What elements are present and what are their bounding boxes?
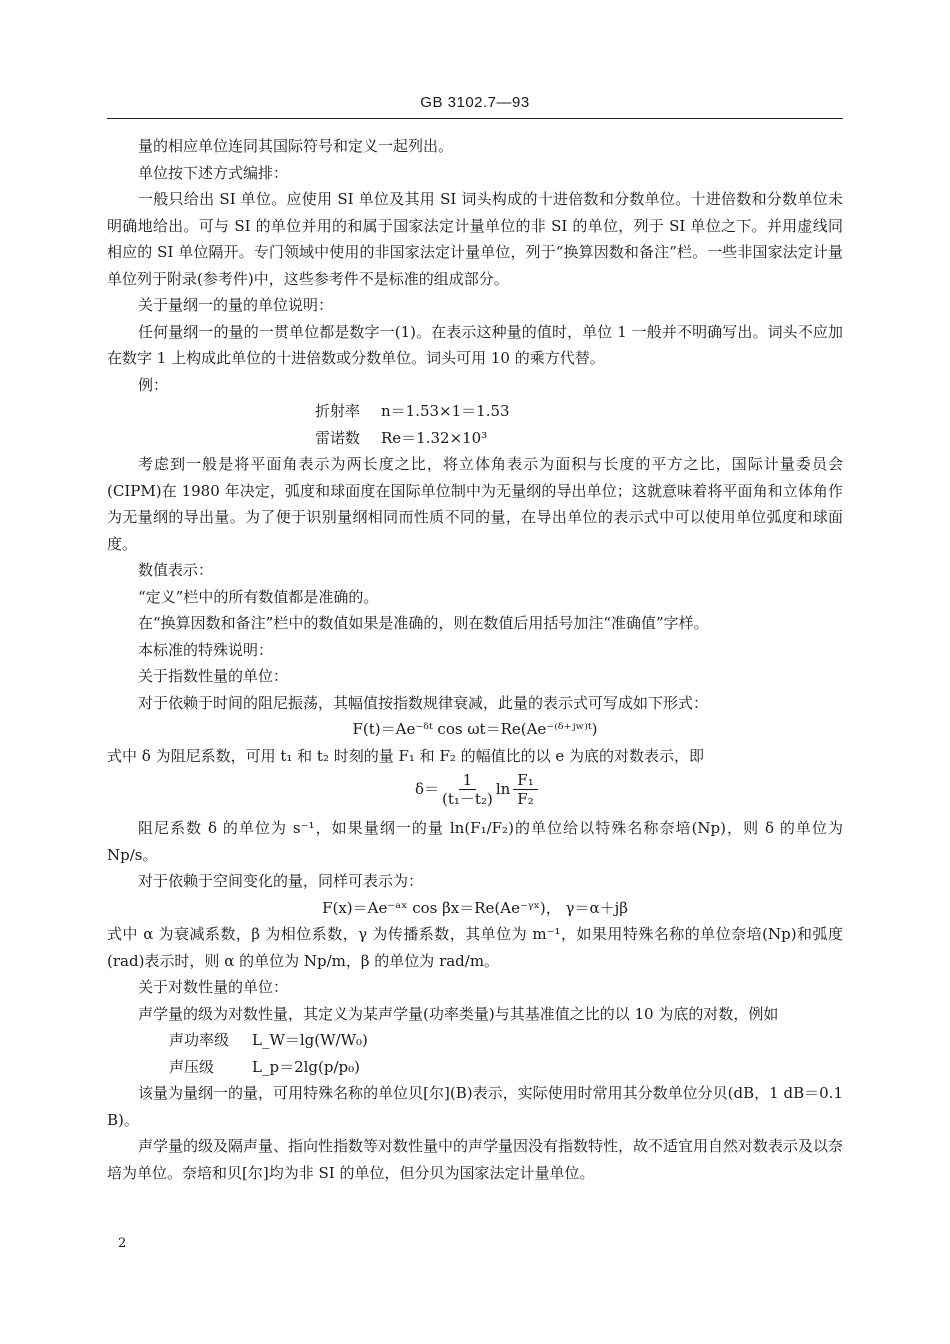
paragraph: 阻尼系数 δ 的单位为 s⁻¹，如果量纲一的量 ln(F₁/F₂)的单位给以特殊名称奈培(Np)，则 δ 的单位为 Np/s。 [107, 819, 843, 864]
paragraph: 声学量的级为对数性量，其定义为某声学量(功率类量)与其基准值之比的以 10 为底的对数，例如 [138, 1004, 779, 1023]
paragraph: 式中 δ 为阻尼系数，可用 t₁ 和 t₂ 时刻的量 F₁ 和 F₂ 的幅值比的以 e 为底的对数表示，即 [107, 746, 705, 765]
paragraph: 对于依赖于时间的阻尼振荡，其幅值按指数规律衰减，此量的表示式可写成如下形式： [138, 693, 709, 712]
document-body [107, 133, 843, 1186]
example-row [107, 425, 843, 452]
formula-ln: ln [495, 780, 511, 799]
level-formula: L_p＝2lg(p/p₀) [252, 1057, 360, 1076]
example-label: 雷诺数 [315, 428, 361, 447]
page-number: 2 [118, 1236, 127, 1251]
formula-damped-oscillation: F(t)＝Ae⁻ᵟᵗ cos ωt＝Re(Ae⁻⁽ᵟ⁺ʲʷ⁾ᵗ) [352, 720, 598, 738]
fraction-denominator: F₂ [517, 790, 534, 808]
paragraph: 考虑到一般是将平面角表示为两长度之比，将立体角表示为面积与长度的平方之比，国际计量委员会(CIPM)在 1980 年决定，弧度和球面度在国际单位制中为无量纲的导出单位；这就意味着将平面角和立体角作为无量纲的导出量。为了便于识别量纲相同而性质不同的量，在导出单位的表示式中可以使用单位弧度和球面度。 [107, 455, 843, 553]
level-label: 声功率级 [169, 1031, 230, 1049]
paragraph: 式中 α 为衰减系数，β 为相位系数，γ 为传播系数，其单位为 m⁻¹，如果用特殊名称的单位奈培(Np)和弧度(rad)表示时，则 α 的单位为 Np/m，β 的单位为 rad/m。 [107, 925, 843, 970]
header-rule [107, 118, 843, 119]
paragraph: “定义”栏中的所有数值都是准确的。 [138, 587, 379, 606]
paragraph: 量的相应单位连同其国际符号和定义一起列出。 [138, 137, 454, 155]
example-label: 折射率 [315, 402, 361, 420]
fraction [442, 771, 493, 808]
level-row [107, 1054, 843, 1081]
paragraph: 在“换算因数和备注”栏中的数值如果是准确的，则在数值后用括号加注“准确值”字样。 [138, 614, 709, 632]
fraction-numerator: F₁ [513, 771, 537, 790]
paragraph: 该量为量纲一的量，可用特殊名称的单位贝[尔](B)表示，实际使用时常用其分数单位分贝(dB，1 dB＝0.1 B)。 [107, 1084, 843, 1129]
fraction-numerator: 1 [459, 771, 477, 790]
formula-damping-coefficient [107, 769, 843, 815]
fraction [513, 771, 537, 808]
paragraph: 本标准的特殊说明： [138, 640, 274, 659]
level-label: 声压级 [169, 1057, 215, 1076]
formula-spatial-decay: F(x)＝Ae⁻ᵃˣ cos βx＝Re(Ae⁻ᵞˣ)， γ＝α＋jβ [322, 898, 628, 917]
formula-lhs: δ＝ [415, 780, 440, 799]
level-formula: L_W＝lg(W/W₀) [252, 1031, 368, 1049]
paragraph: 例： [138, 375, 169, 394]
document-header: GB 3102.7—93 [420, 94, 530, 111]
paragraph: 单位按下述方式编排： [138, 163, 289, 182]
paragraph: 关于对数性量的单位： [138, 978, 289, 996]
paragraph: 一般只给出 SI 单位。应使用 SI 单位及其用 SI 词头构成的十进倍数和分数单位。十进倍数和分数单位未明确地给出。可与 SI 的单位并用的和属于国家法定计量单位的非 SI 的单位，列于 SI 单位之下。并用虚线同相应的 SI 单位隔开。专门领域中使用的非国家法定计量单位，列于“换算因数和备注”栏。一些非国家法定计量单位列于附录(参考件)中，这些参考件不是标准的组成部分。 [107, 190, 843, 288]
paragraph: 数值表示： [138, 561, 214, 579]
paragraph: 任何量纲一的量的一贯单位都是数字一(1)。在表示这种量的值时，单位 1 一般并不明确写出。词头不应加在数字 1 上构成此单位的十进倍数或分数单位。词头可用 10 的乘方代替。 [107, 322, 843, 367]
example-value: n＝1.53×1＝1.53 [381, 402, 510, 420]
example-row [107, 398, 843, 425]
paragraph: 对于依赖于空间变化的量，同样可表示为： [138, 872, 424, 890]
paragraph: 声学量的级及隔声量、指向性指数等对数性量中的声学量因没有指数特性，故不适宜用自然对数表示及以奈培为单位。奈培和贝[尔]均为非 SI 的单位，但分贝为国家法定计量单位。 [107, 1137, 844, 1182]
paragraph: 关于指数性量的单位： [138, 667, 289, 685]
level-row [107, 1027, 843, 1054]
example-value: Re＝1.32×10³ [381, 428, 488, 447]
paragraph: 关于量纲一的量的单位说明： [138, 296, 334, 314]
fraction-denominator: (t₁－t₂) [442, 790, 493, 808]
